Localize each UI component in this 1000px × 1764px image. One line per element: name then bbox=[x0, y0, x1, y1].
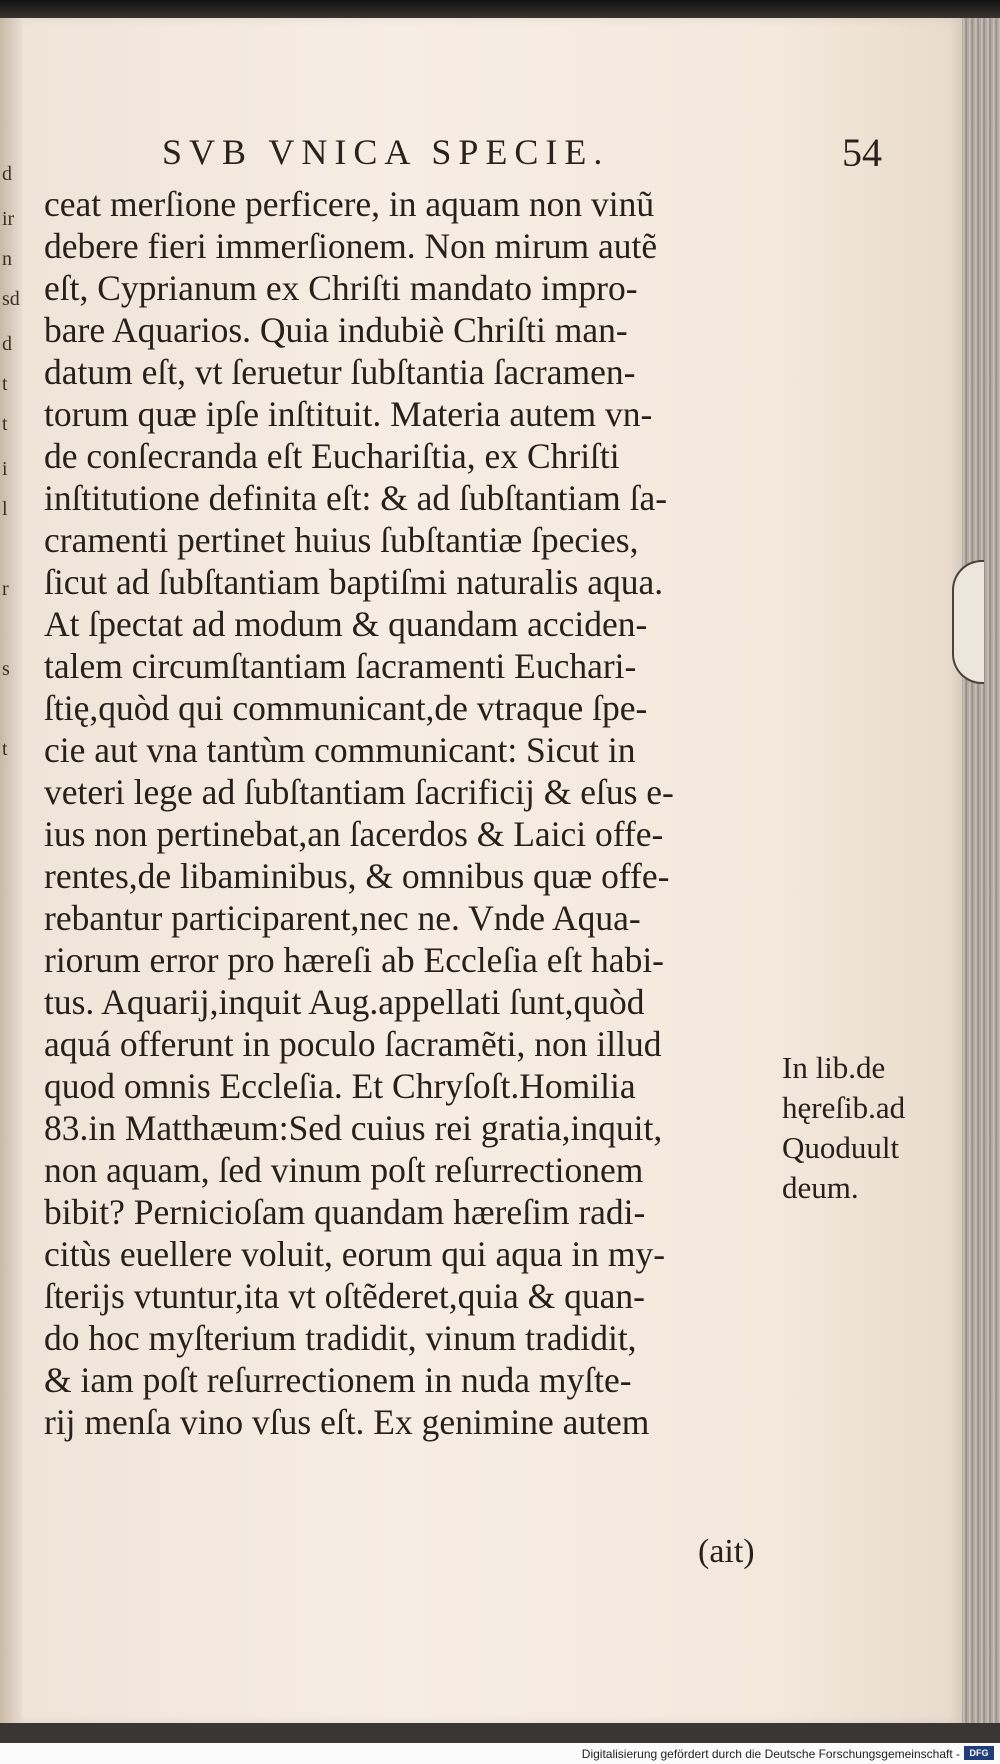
bookmark-tab bbox=[952, 560, 984, 684]
margin-fragment: sd bbox=[2, 288, 20, 310]
text-line: de conſecranda eſt Euchariſtia, ex Chriſti bbox=[44, 436, 620, 476]
margin-fragment: l bbox=[2, 498, 8, 520]
text-line: veteri lege ad ſubſtantiam ſacrificij & eſus e- bbox=[44, 772, 674, 812]
margin-fragment: t bbox=[2, 373, 8, 395]
text-line: non aquam, ſed vinum poſt reſurrectionem bbox=[44, 1150, 644, 1190]
scan-bottom-border bbox=[0, 1723, 1000, 1743]
body-text bbox=[44, 183, 784, 1443]
text-line: rentes,de libaminibus, & omnibus quæ offe- bbox=[44, 856, 670, 896]
margin-fragment: r bbox=[2, 578, 9, 600]
facing-page-edge bbox=[0, 18, 22, 1723]
text-line: ſtię,quòd qui communicant,de vtraque ſpe- bbox=[44, 688, 648, 728]
margin-fragment: t bbox=[2, 413, 8, 435]
marginal-note bbox=[782, 1048, 952, 1208]
text-line: quod omnis Eccleſia. Et Chryſoſt.Homilia bbox=[44, 1066, 636, 1106]
book-page bbox=[22, 18, 962, 1723]
text-line: riorum error pro hæreſi ab Eccleſia eſt habi- bbox=[44, 940, 665, 980]
text-line: ſicut ad ſubſtantiam baptiſmi naturalis aqua. bbox=[44, 562, 664, 602]
text-line: eſt, Cyprianum ex Chriſti mandato impro- bbox=[44, 268, 638, 308]
text-line: At ſpectat ad modum & quandam acciden- bbox=[44, 604, 648, 644]
text-line: tus. Aquarij,inquit Aug.appellati ſunt,quòd bbox=[44, 982, 645, 1022]
marginal-line: hęreſib.ad bbox=[782, 1090, 906, 1125]
text-line: bibit? Pernicioſam quandam hæreſim radi- bbox=[44, 1192, 646, 1232]
text-line: & iam poſt reſurrectionem in nuda myſte- bbox=[44, 1360, 632, 1400]
funding-credit: Digitalisierung gefördert durch die Deutsche Forschungsgemeinschaft - bbox=[581, 1747, 960, 1761]
marginal-line: Quoduult bbox=[782, 1130, 900, 1165]
text-line: aquá offerunt in poculo ſacramẽti, non illud bbox=[44, 1024, 662, 1064]
book-page-edges bbox=[962, 18, 1000, 1723]
margin-fragment: d bbox=[2, 163, 12, 185]
text-line: ceat merſione perficere, in aquam non vinũ bbox=[44, 184, 655, 224]
text-line: torum quæ ipſe inſtituit. Materia autem vn- bbox=[44, 394, 653, 434]
page-number: 54 bbox=[842, 129, 882, 175]
scan-top-border bbox=[0, 0, 1000, 18]
margin-fragment: t bbox=[2, 738, 8, 760]
catchword: (ait) bbox=[698, 1533, 755, 1570]
page-header bbox=[162, 122, 882, 182]
text-line: inſtitutione definita eſt: & ad ſubſtantiam ſa- bbox=[44, 478, 668, 518]
margin-fragment: s bbox=[2, 658, 10, 680]
text-line: ſterijs vtuntur,ita vt oſtẽderet,quia & quan- bbox=[44, 1276, 645, 1316]
margin-fragment: ir bbox=[2, 208, 15, 230]
text-line: cie aut vna tantùm communicant: Sicut in bbox=[44, 730, 636, 770]
running-title: SVB VNICA SPECIE. bbox=[162, 132, 610, 172]
text-line: rebantur participarent,nec ne. Vnde Aqua- bbox=[44, 898, 641, 938]
margin-fragment: d bbox=[2, 333, 12, 355]
text-line: debere fieri immerſionem. Non mirum autẽ bbox=[44, 226, 658, 266]
text-line: talem circumſtantiam ſacramenti Euchari- bbox=[44, 646, 637, 686]
marginal-line: deum. bbox=[782, 1170, 859, 1205]
text-line: ius non pertinebat,an ſacerdos & Laici offe- bbox=[44, 814, 664, 854]
text-line: bare Aquarios. Quia indubiè Chriſti man- bbox=[44, 310, 628, 350]
text-line: datum eſt, vt ſeruetur ſubſtantia ſacramen- bbox=[44, 352, 636, 392]
dfg-logo: DFG bbox=[964, 1746, 994, 1760]
marginal-line: In lib.de bbox=[782, 1050, 886, 1085]
margin-fragment: n bbox=[2, 248, 12, 270]
margin-fragment: i bbox=[2, 458, 8, 480]
text-line: cramenti pertinet huius ſubſtantiæ ſpecies, bbox=[44, 520, 639, 560]
text-line: do hoc myſterium tradidit, vinum tradidit, bbox=[44, 1318, 637, 1358]
text-line: rij menſa vino vſus eſt. Ex genimine autem bbox=[44, 1402, 650, 1442]
text-line: citùs euellere voluit, eorum qui aqua in my- bbox=[44, 1234, 666, 1274]
text-line: 83.in Matthæum:Sed cuius rei gratia,inquit, bbox=[44, 1108, 663, 1148]
